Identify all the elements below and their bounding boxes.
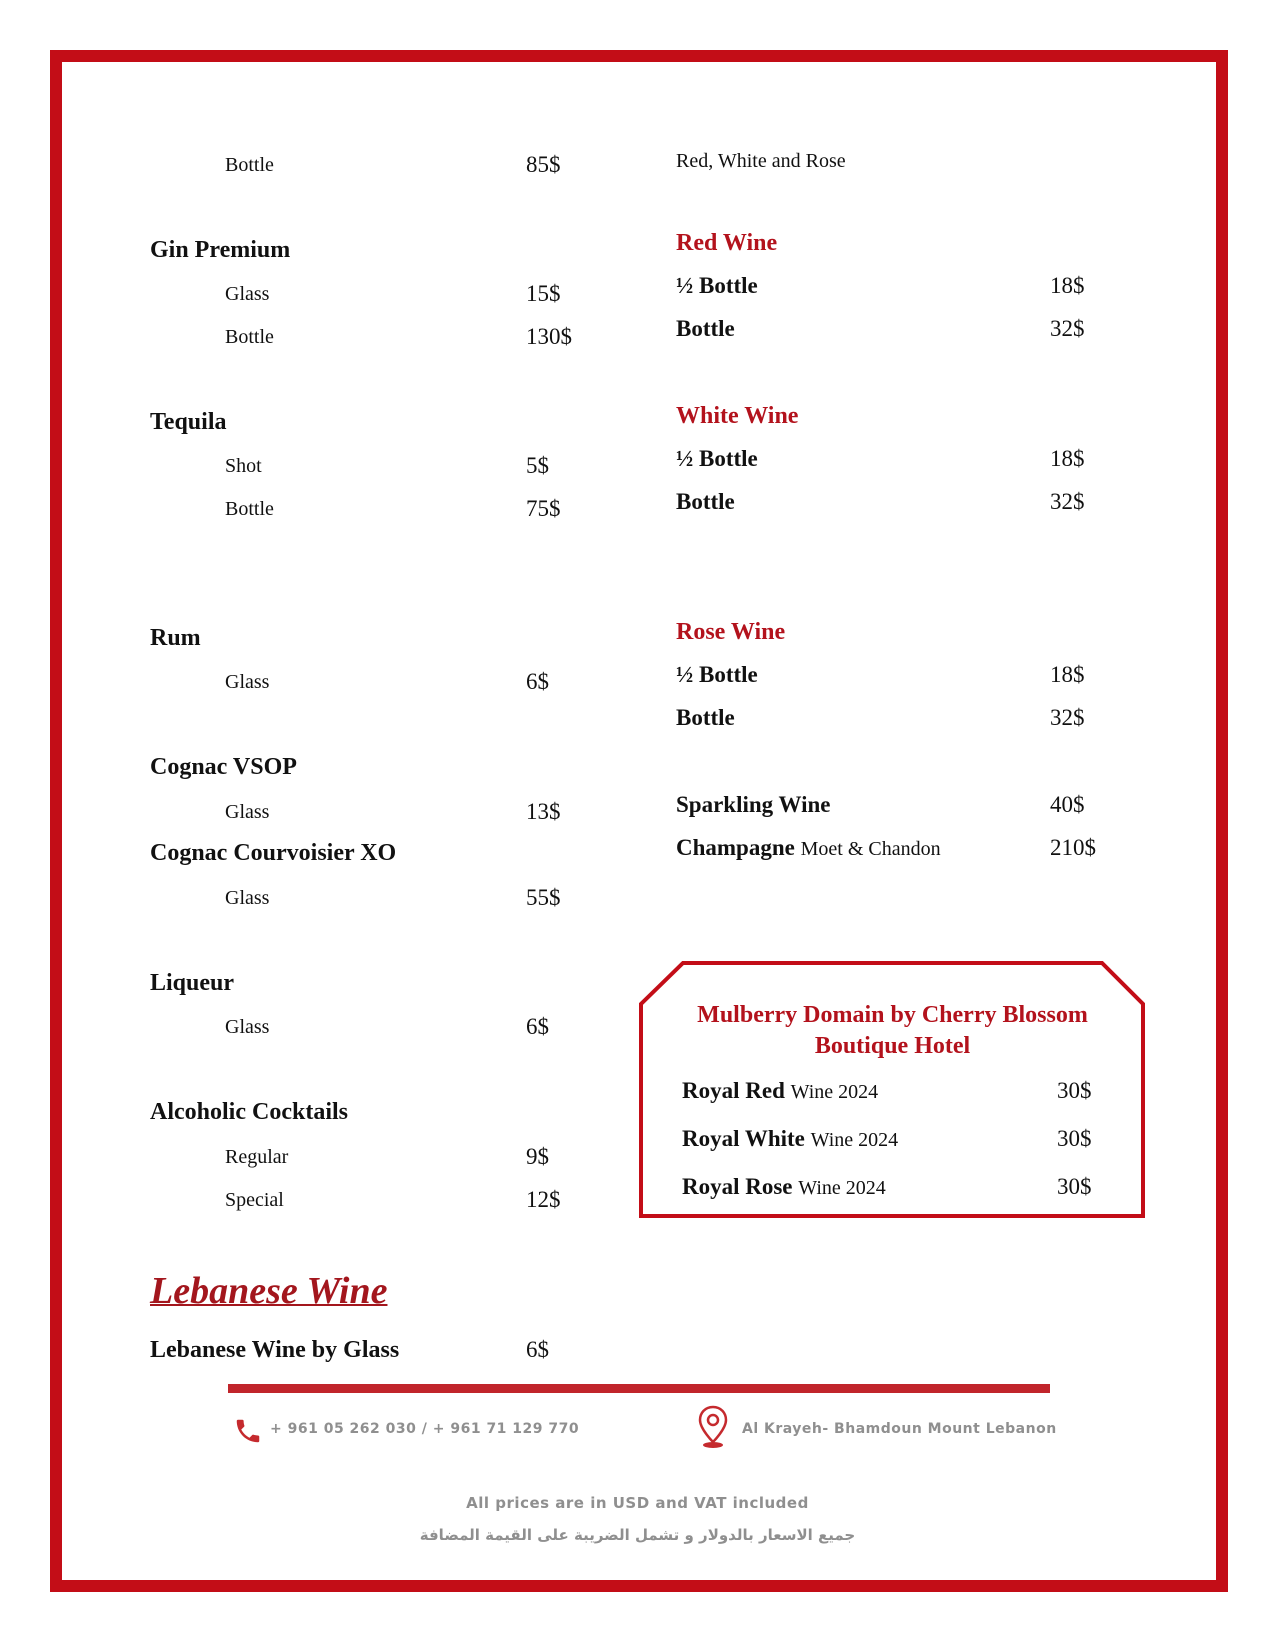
tequila-bottle-label: Bottle (225, 498, 274, 520)
bottle-label: Bottle (225, 154, 274, 176)
cocktails-regular-label: Regular (225, 1146, 289, 1168)
red-wine-bottle-price: 32$ (1050, 316, 1085, 341)
cognac-vsop-heading: Cognac VSOP (150, 754, 297, 780)
red-wine-half-bottle-label: ½ Bottle (676, 273, 758, 298)
royal-red-suffix: Wine 2024 (790, 1081, 879, 1103)
royal-rose-suffix: Wine 2024 (798, 1177, 886, 1199)
gin-bottle-price: 130$ (526, 324, 572, 349)
champagne-brand: Moet & Chandon (800, 838, 941, 860)
red-wine-half-bottle-price: 18$ (1050, 273, 1085, 298)
royal-rose-row (682, 1174, 886, 1200)
footer-prices-note: All prices are in USD and VAT included (466, 1494, 809, 1512)
lebanese-wine-glass-label: Lebanese Wine by Glass (150, 1337, 400, 1363)
rum-heading: Rum (150, 625, 201, 651)
cognac-vsop-glass-label: Glass (225, 801, 270, 823)
royal-red-price: 30$ (1057, 1078, 1092, 1103)
champagne-price: 210$ (1050, 835, 1096, 860)
royal-red-row (682, 1078, 878, 1104)
royal-white-row (682, 1126, 898, 1152)
royal-rose-name: Royal Rose (682, 1174, 793, 1199)
cocktails-special-price: 12$ (526, 1187, 561, 1212)
white-wine-bottle-label: Bottle (676, 489, 735, 514)
footer-phone: + 961 05 262 030 / + 961 71 129 770 (270, 1421, 580, 1437)
sparkling-wine-price: 40$ (1050, 792, 1085, 817)
phone-icon (233, 1414, 263, 1448)
white-wine-heading: White Wine (676, 403, 799, 429)
cognac-xo-glass-price: 55$ (526, 885, 561, 910)
tequila-heading: Tequila (150, 409, 227, 435)
lebanese-wine-glass-price: 6$ (526, 1337, 549, 1362)
gin-bottle-label: Bottle (225, 326, 274, 348)
tequila-shot-label: Shot (225, 455, 262, 477)
white-wine-half-bottle-price: 18$ (1050, 446, 1085, 471)
wine-intro: Red, White and Rose (676, 150, 846, 172)
royal-white-name: Royal White (682, 1126, 805, 1151)
white-wine-half-bottle-label: ½ Bottle (676, 446, 758, 471)
royal-white-price: 30$ (1057, 1126, 1092, 1151)
rum-glass-price: 6$ (526, 669, 549, 694)
rose-wine-bottle-price: 32$ (1050, 705, 1085, 730)
gin-premium-heading: Gin Premium (150, 237, 291, 263)
liqueur-glass-label: Glass (225, 1016, 270, 1038)
cocktails-special-label: Special (225, 1189, 284, 1211)
gin-glass-price: 15$ (526, 281, 561, 306)
mulberry-title-line2: Boutique Hotel (814, 1033, 971, 1059)
bottle-price: 85$ (526, 152, 561, 177)
footer-prices-note-arabic: جميع الاسعار بالدولار و تشمل الضريبة على القيمة المضافة (419, 1526, 856, 1544)
sparkling-wine-label: Sparkling Wine (676, 792, 831, 817)
tequila-shot-price: 5$ (526, 453, 549, 478)
gin-glass-label: Glass (225, 283, 270, 305)
red-wine-bottle-label: Bottle (676, 316, 735, 341)
rose-wine-bottle-label: Bottle (676, 705, 735, 730)
rose-wine-half-bottle-price: 18$ (1050, 662, 1085, 687)
rose-wine-heading: Rose Wine (676, 619, 786, 645)
royal-rose-price: 30$ (1057, 1174, 1092, 1199)
cocktails-heading: Alcoholic Cocktails (150, 1099, 348, 1125)
cocktails-regular-price: 9$ (526, 1144, 549, 1169)
liqueur-heading: Liqueur (150, 970, 235, 996)
mulberry-title-line1: Mulberry Domain by Cherry Blossom (697, 1002, 1088, 1028)
red-wine-heading: Red Wine (676, 230, 778, 256)
white-wine-bottle-price: 32$ (1050, 489, 1085, 514)
champagne-label: Champagne (676, 835, 795, 860)
location-pin-icon (697, 1404, 729, 1450)
royal-white-suffix: Wine 2024 (810, 1129, 899, 1151)
cognac-vsop-glass-price: 13$ (526, 799, 561, 824)
rose-wine-half-bottle-label: ½ Bottle (676, 662, 758, 687)
cognac-xo-heading: Cognac Courvoisier XO (150, 840, 397, 866)
lebanese-wine-title: Lebanese Wine (150, 1270, 388, 1312)
footer-address: Al Krayeh- Bhamdoun Mount Lebanon (742, 1421, 1057, 1437)
mulberry-title (640, 1000, 1145, 1062)
liqueur-glass-price: 6$ (526, 1014, 549, 1039)
rum-glass-label: Glass (225, 671, 270, 693)
cognac-xo-glass-label: Glass (225, 887, 270, 909)
tequila-bottle-price: 75$ (526, 496, 561, 521)
champagne-row (676, 835, 941, 861)
royal-red-name: Royal Red (682, 1078, 785, 1103)
footer-divider (228, 1384, 1050, 1393)
